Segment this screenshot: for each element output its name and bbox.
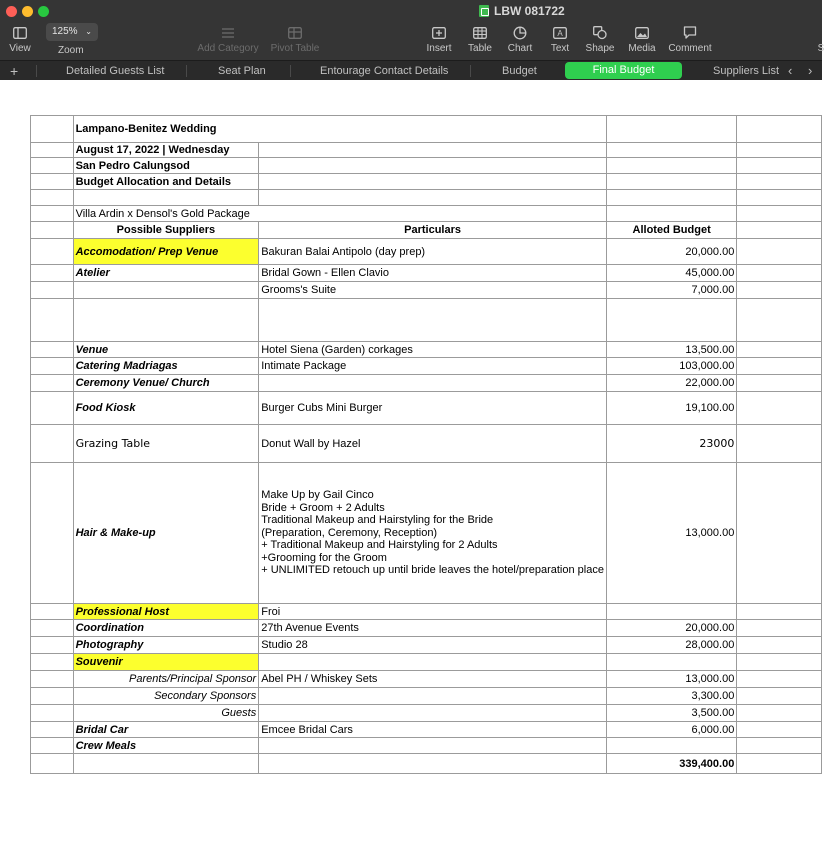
event-place[interactable]: San Pedro Calungsod bbox=[73, 158, 259, 174]
table-row bbox=[31, 116, 822, 143]
row-header-cell[interactable] bbox=[31, 637, 74, 654]
cell[interactable] bbox=[737, 116, 822, 143]
tab-seat-plan[interactable]: Seat Plan bbox=[218, 65, 266, 77]
particulars-cell[interactable]: Studio 28 bbox=[259, 637, 607, 654]
media-label: Media bbox=[628, 43, 656, 54]
supplier-cell[interactable]: Photography bbox=[73, 637, 259, 654]
budget-cell[interactable]: 28,000.00 bbox=[606, 637, 736, 654]
sidebar-icon bbox=[13, 27, 27, 39]
budget-cell[interactable] bbox=[606, 738, 736, 754]
table-icon bbox=[473, 27, 487, 39]
cell[interactable] bbox=[737, 463, 822, 604]
particulars-cell[interactable]: Emcee Bridal Cars bbox=[259, 722, 607, 738]
row-header-cell[interactable] bbox=[31, 688, 74, 705]
particulars-line: + UNLIMITED retouch up until bride leaves the hotel/preparation place bbox=[261, 564, 604, 577]
cell[interactable] bbox=[737, 342, 822, 358]
budget-cell[interactable] bbox=[606, 604, 736, 620]
chart-button[interactable] bbox=[506, 24, 534, 54]
shape-button[interactable] bbox=[584, 24, 616, 54]
row-header-cell[interactable] bbox=[31, 738, 74, 754]
pivot-table-icon bbox=[288, 27, 302, 39]
budget-cell[interactable]: 7,000.00 bbox=[606, 282, 736, 299]
minimize-window-button[interactable] bbox=[22, 6, 33, 17]
table-row bbox=[31, 463, 822, 604]
view-label: View bbox=[9, 43, 31, 54]
particulars-line: +Grooming for the Groom bbox=[261, 551, 387, 564]
cell[interactable] bbox=[737, 604, 822, 620]
table-row bbox=[31, 705, 822, 722]
cell[interactable] bbox=[606, 116, 736, 143]
share-label: S bbox=[817, 43, 825, 54]
tab-divider bbox=[186, 65, 187, 77]
comment-icon bbox=[683, 26, 697, 39]
pivot-table-button[interactable] bbox=[268, 24, 322, 54]
cell[interactable] bbox=[606, 143, 736, 158]
table-header-row bbox=[31, 222, 822, 239]
row-header-cell[interactable] bbox=[31, 620, 74, 637]
column-header-particulars[interactable]: Particulars bbox=[259, 222, 607, 239]
row-header-cell[interactable] bbox=[31, 358, 74, 375]
tabs-scroll-left-button[interactable]: ‹ bbox=[788, 63, 793, 78]
cell[interactable] bbox=[737, 425, 822, 463]
table-button[interactable] bbox=[466, 24, 494, 54]
particulars-cell[interactable] bbox=[259, 299, 607, 342]
sheet-subtitle[interactable]: Budget Allocation and Details bbox=[73, 174, 259, 190]
cell[interactable] bbox=[606, 174, 736, 190]
budget-cell[interactable]: 23000 bbox=[606, 425, 736, 463]
row-header-cell[interactable] bbox=[31, 342, 74, 358]
table-row bbox=[31, 239, 822, 265]
budget-cell[interactable] bbox=[606, 654, 736, 671]
media-icon bbox=[635, 27, 649, 39]
table-row bbox=[31, 654, 822, 671]
tab-budget[interactable]: Budget bbox=[502, 65, 537, 77]
particulars-cell[interactable] bbox=[259, 738, 607, 754]
budget-cell[interactable]: 19,100.00 bbox=[606, 392, 736, 425]
cell[interactable] bbox=[606, 158, 736, 174]
table-row bbox=[31, 282, 822, 299]
cell[interactable] bbox=[73, 190, 259, 206]
row-header-cell[interactable] bbox=[31, 174, 74, 190]
supplier-cell[interactable]: Coordination bbox=[73, 620, 259, 637]
chart-icon bbox=[513, 26, 527, 40]
supplier-cell[interactable] bbox=[73, 299, 259, 342]
window-toolbar bbox=[0, 0, 825, 60]
table-row bbox=[31, 604, 822, 620]
cell[interactable] bbox=[737, 754, 822, 774]
total-row bbox=[31, 754, 822, 774]
chart-label: Chart bbox=[507, 43, 533, 54]
supplier-cell[interactable]: Professional Host bbox=[73, 604, 259, 620]
particulars-cell[interactable] bbox=[259, 375, 607, 392]
supplier-cell[interactable]: Crew Meals bbox=[73, 738, 259, 754]
budget-cell[interactable]: 13,500.00 bbox=[606, 342, 736, 358]
cell[interactable] bbox=[259, 754, 607, 774]
column-header-suppliers[interactable]: Possible Suppliers bbox=[73, 222, 259, 239]
view-button[interactable] bbox=[6, 24, 34, 54]
add-category-label: Add Category bbox=[197, 43, 259, 54]
supplier-cell[interactable]: Secondary Sponsors bbox=[73, 688, 259, 705]
budget-cell[interactable]: 20,000.00 bbox=[606, 239, 736, 265]
tab-final-budget[interactable]: Final Budget bbox=[565, 62, 682, 79]
particulars-line: + Traditional Makeup and Hairstyling for 2 Adults bbox=[261, 539, 498, 552]
tab-divider bbox=[470, 65, 471, 77]
final-budget-table bbox=[30, 115, 822, 774]
category-list-icon bbox=[221, 27, 235, 39]
particulars-cell[interactable]: Froi bbox=[259, 604, 607, 620]
sheet-tab-bar bbox=[0, 60, 822, 80]
cell[interactable] bbox=[606, 206, 736, 222]
particulars-cell[interactable]: Burger Cubs Mini Burger bbox=[259, 392, 607, 425]
table-row bbox=[31, 375, 822, 392]
cell[interactable] bbox=[606, 190, 736, 206]
supplier-cell[interactable]: Atelier bbox=[73, 265, 259, 282]
comment-label: Comment bbox=[668, 43, 712, 54]
particulars-cell[interactable]: Donut Wall by Hazel bbox=[259, 425, 607, 463]
cell[interactable] bbox=[737, 705, 822, 722]
particulars-line: (Preparation, Ceremony, Reception) bbox=[261, 526, 438, 539]
supplier-cell[interactable]: Accomodation/ Prep Venue bbox=[73, 239, 259, 265]
supplier-cell[interactable]: Ceremony Venue/ Church bbox=[73, 375, 259, 392]
table-row bbox=[31, 174, 822, 190]
table-row bbox=[31, 738, 822, 754]
supplier-cell[interactable]: Hair & Make-up bbox=[73, 463, 259, 604]
budget-cell[interactable]: 3,500.00 bbox=[606, 705, 736, 722]
cell[interactable] bbox=[737, 190, 822, 206]
supplier-cell[interactable]: Parents/Principal Sponsor bbox=[73, 671, 259, 688]
cell[interactable] bbox=[737, 282, 822, 299]
cell[interactable] bbox=[737, 722, 822, 738]
particulars-cell[interactable] bbox=[259, 688, 607, 705]
cell[interactable] bbox=[737, 637, 822, 654]
zoom-window-button[interactable] bbox=[38, 6, 49, 17]
column-header-budget[interactable]: Alloted Budget bbox=[606, 222, 736, 239]
cell[interactable] bbox=[737, 738, 822, 754]
tab-entourage-contact-details[interactable]: Entourage Contact Details bbox=[320, 65, 449, 77]
zoom-select[interactable] bbox=[46, 23, 98, 41]
package-name[interactable]: Villa Ardin x Densol's Gold Package bbox=[73, 206, 606, 222]
tab-suppliers-list[interactable]: Suppliers List bbox=[713, 65, 780, 77]
row-header-cell[interactable] bbox=[31, 705, 74, 722]
particulars-cell[interactable]: 27th Avenue Events bbox=[259, 620, 607, 637]
cell[interactable] bbox=[737, 174, 822, 190]
row-header-cell[interactable] bbox=[31, 425, 74, 463]
supplier-cell[interactable]: Catering Madriagas bbox=[73, 358, 259, 375]
row-header-cell[interactable] bbox=[31, 143, 74, 158]
cell[interactable] bbox=[737, 671, 822, 688]
particulars-cell[interactable]: Bakuran Balai Antipolo (day prep) bbox=[259, 239, 607, 265]
supplier-cell[interactable]: Grazing Table bbox=[73, 425, 259, 463]
zoom-label: Zoom bbox=[58, 45, 84, 56]
row-header-cell[interactable] bbox=[31, 299, 74, 342]
row-header-cell[interactable] bbox=[31, 463, 74, 604]
supplier-cell[interactable]: Venue bbox=[73, 342, 259, 358]
row-header-cell[interactable] bbox=[31, 722, 74, 738]
media-button[interactable] bbox=[626, 24, 658, 54]
insert-icon bbox=[432, 27, 446, 39]
svg-text:A: A bbox=[557, 28, 563, 38]
particulars-line: Make Up by Gail Cinco bbox=[261, 488, 374, 501]
cell[interactable] bbox=[259, 158, 607, 174]
row-header-cell[interactable] bbox=[31, 654, 74, 671]
text-box-icon bbox=[553, 27, 567, 39]
particulars-cell[interactable] bbox=[259, 705, 607, 722]
tabs-scroll-right-button[interactable]: › bbox=[808, 63, 813, 78]
table-row bbox=[31, 637, 822, 654]
table-row bbox=[31, 206, 822, 222]
insert-button[interactable] bbox=[422, 24, 456, 54]
cell[interactable] bbox=[259, 143, 607, 158]
supplier-cell[interactable]: Souvenir bbox=[73, 654, 259, 671]
row-header-cell[interactable] bbox=[31, 375, 74, 392]
table-row bbox=[31, 358, 822, 375]
table-row bbox=[31, 143, 822, 158]
cell[interactable] bbox=[737, 239, 822, 265]
cell[interactable] bbox=[737, 299, 822, 342]
particulars-multiline-cell[interactable] bbox=[259, 463, 607, 604]
budget-cell[interactable]: 45,000.00 bbox=[606, 265, 736, 282]
tab-divider bbox=[290, 65, 291, 77]
cell[interactable] bbox=[73, 754, 259, 774]
table-row bbox=[31, 342, 822, 358]
particulars-cell[interactable]: Grooms's Suite bbox=[259, 282, 607, 299]
pivot-table-label: Pivot Table bbox=[270, 43, 320, 54]
cell[interactable] bbox=[737, 222, 822, 239]
particulars-cell[interactable]: Intimate Package bbox=[259, 358, 607, 375]
cell[interactable] bbox=[737, 158, 822, 174]
text-button[interactable] bbox=[548, 24, 572, 54]
table-row bbox=[31, 265, 822, 282]
cell[interactable] bbox=[737, 358, 822, 375]
row-header-cell[interactable] bbox=[31, 239, 74, 265]
particulars-cell[interactable]: Abel PH / Whiskey Sets bbox=[259, 671, 607, 688]
cell[interactable] bbox=[737, 265, 822, 282]
table-row bbox=[31, 620, 822, 637]
cell[interactable] bbox=[737, 654, 822, 671]
text-label: Text bbox=[550, 43, 570, 54]
cell[interactable] bbox=[259, 174, 607, 190]
shape-label: Shape bbox=[585, 43, 615, 54]
particulars-cell[interactable]: Hotel Siena (Garden) corkages bbox=[259, 342, 607, 358]
table-label: Table bbox=[468, 43, 492, 54]
supplier-cell[interactable]: Guests bbox=[73, 705, 259, 722]
shape-icon bbox=[593, 26, 607, 39]
table-row bbox=[31, 671, 822, 688]
particulars-line: Traditional Makeup and Hairstyling for the Bride bbox=[261, 514, 494, 527]
zoom-value: 125% bbox=[52, 26, 78, 37]
insert-label: Insert bbox=[426, 43, 452, 54]
tab-detailed-guests-list[interactable]: Detailed Guests List bbox=[66, 65, 165, 77]
row-header-cell[interactable] bbox=[31, 158, 74, 174]
cell[interactable] bbox=[737, 143, 822, 158]
row-header-cell[interactable] bbox=[31, 265, 74, 282]
cell[interactable] bbox=[737, 206, 822, 222]
chevron-down-icon: ⌄ bbox=[85, 27, 92, 36]
cell[interactable] bbox=[737, 620, 822, 637]
comment-button[interactable] bbox=[668, 24, 712, 54]
add-sheet-button[interactable]: + bbox=[10, 63, 19, 79]
particulars-line: Bride + Groom + 2 Adults bbox=[261, 501, 385, 514]
window-title-text: LBW 081722 bbox=[494, 4, 565, 18]
table-row bbox=[31, 688, 822, 705]
table-row bbox=[31, 299, 822, 342]
table-row bbox=[31, 425, 822, 463]
supplier-cell[interactable] bbox=[73, 282, 259, 299]
budget-cell[interactable]: 13,000.00 bbox=[606, 671, 736, 688]
budget-cell[interactable] bbox=[606, 299, 736, 342]
numbers-document-icon bbox=[479, 5, 489, 17]
cell[interactable] bbox=[737, 392, 822, 425]
row-header-cell[interactable] bbox=[31, 754, 74, 774]
supplier-cell[interactable]: Bridal Car bbox=[73, 722, 259, 738]
row-header-cell[interactable] bbox=[31, 222, 74, 239]
sheet-title[interactable]: Lampano-Benitez Wedding bbox=[73, 116, 606, 143]
table-row bbox=[31, 158, 822, 174]
share-button[interactable] bbox=[816, 24, 826, 54]
row-header-cell[interactable] bbox=[31, 116, 74, 143]
row-header-cell[interactable] bbox=[31, 671, 74, 688]
close-window-button[interactable] bbox=[6, 6, 17, 17]
row-header-cell[interactable] bbox=[31, 282, 74, 299]
row-header-cell[interactable] bbox=[31, 190, 74, 206]
budget-cell[interactable]: 20,000.00 bbox=[606, 620, 736, 637]
budget-cell[interactable]: 3,300.00 bbox=[606, 688, 736, 705]
event-date[interactable]: August 17, 2022 | Wednesday bbox=[73, 143, 259, 158]
table-row bbox=[31, 190, 822, 206]
row-header-cell[interactable] bbox=[31, 392, 74, 425]
grand-total[interactable]: 339,400.00 bbox=[606, 754, 736, 774]
budget-cell[interactable]: 22,000.00 bbox=[606, 375, 736, 392]
cell[interactable] bbox=[737, 688, 822, 705]
particulars-cell[interactable] bbox=[259, 654, 607, 671]
table-row bbox=[31, 722, 822, 738]
cell[interactable] bbox=[259, 190, 607, 206]
budget-cell[interactable]: 6,000.00 bbox=[606, 722, 736, 738]
table-row bbox=[31, 392, 822, 425]
row-header-cell[interactable] bbox=[31, 206, 74, 222]
row-header-cell[interactable] bbox=[31, 604, 74, 620]
budget-cell[interactable]: 13,000.00 bbox=[606, 463, 736, 604]
window-title bbox=[479, 4, 565, 18]
cell[interactable] bbox=[737, 375, 822, 392]
supplier-cell[interactable]: Food Kiosk bbox=[73, 392, 259, 425]
particulars-cell[interactable]: Bridal Gown - Ellen Clavio bbox=[259, 265, 607, 282]
budget-cell[interactable]: 103,000.00 bbox=[606, 358, 736, 375]
tab-divider bbox=[36, 65, 37, 77]
add-category-button[interactable] bbox=[196, 24, 260, 54]
